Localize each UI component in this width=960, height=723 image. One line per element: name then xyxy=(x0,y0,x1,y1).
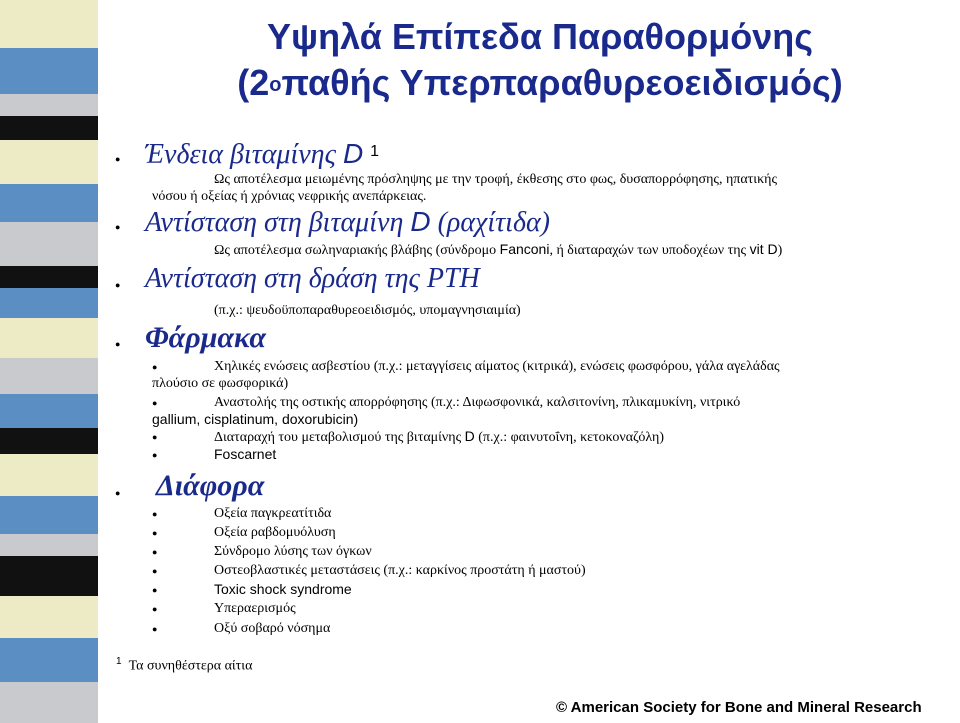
other-item: Toxic shock syndrome xyxy=(214,581,352,597)
sub-bullet-dot: ● xyxy=(152,624,158,634)
other-item: Υπεραερισμός xyxy=(214,601,296,616)
other-item: Σύνδρομο λύσης των όγκων xyxy=(214,544,372,559)
drugs-item-2: Αναστολής της οστικής απορρόφησης (π.χ.: Διφωσφονικά, καλσιτονίνη, πλικαμυκίνη, νιτρικό gallium, cisplatinum, doxorubicin) xyxy=(152,395,741,427)
sub-bullet-dot: ● xyxy=(152,528,158,538)
sub-bullet-dot: ● xyxy=(152,450,158,460)
bullet-dot: ● xyxy=(115,222,121,232)
other-item: Οξεία ραβδομυόλυση xyxy=(214,525,336,540)
sub-bullet-dot: ● xyxy=(152,398,158,408)
section-vitd-deficiency-detail: Ως αποτέλεσμα μειωμένης πρόσληψης με την τροφή, έκθεσης στο φως, δυσαπορρόφησης, ηπατικής νόσου ή οξείας ή χρόνιας νεφρικής ανεπάρκειας. xyxy=(152,172,777,204)
sub-bullet-dot: ● xyxy=(152,566,158,576)
sub-bullet-dot: ● xyxy=(152,547,158,557)
section-vitd-resistance-detail: Ως αποτέλεσμα σωληναριακής βλάβης (σύνδρομο Fanconi, ή διαταραχών των υποδοχέων της vit D) xyxy=(214,241,783,258)
sub-bullet-dot: ● xyxy=(152,362,158,372)
slide-title xyxy=(160,14,920,106)
bullet-dot: ● xyxy=(115,280,121,290)
section-other-heading: Διάφορα xyxy=(156,469,265,502)
footnote: $^1$ Τα συνηθέστερα αίτια xyxy=(116,656,253,674)
drugs-item-3: Διαταραχή του μεταβολισμού της βιταμίνης D (π.χ.: φαινυτοΐνη, κετοκοναζόλη) xyxy=(214,428,664,445)
section-drugs-heading: Φάρμακα xyxy=(145,321,266,354)
title-line-1: Υψηλά Επίπεδα Παραθορμόνης xyxy=(266,16,814,57)
section-pth-resistance-heading: Αντίσταση στη δράση της PTH xyxy=(145,263,480,294)
bullet-dot: ● xyxy=(115,154,121,164)
other-item: Οστεοβλαστικές μεταστάσεις (π.χ.: καρκίνος προστάτη ή μαστού) xyxy=(214,563,586,578)
title-line-2: ($2^o\pi\alpha\theta ή\varsigma$ Υπερπαραθυρεοειδισμός) xyxy=(237,62,843,103)
drugs-item-1: Χηλικές ενώσεις ασβεστίου (π.χ.: μεταγγίσεις αίματος (κιτρικά), ενώσεις φωσφόρου, γάλα αγελάδας πλούσιο σε φωσφορικά) xyxy=(152,359,780,391)
bullet-dot: ● xyxy=(115,339,121,349)
drugs-item-4: Foscarnet xyxy=(214,446,277,462)
sub-bullet-dot: ● xyxy=(152,509,158,519)
sub-bullet-dot: ● xyxy=(152,432,158,442)
section-vitd-deficiency-heading: Ένδεια βιταμίνης D $^1$ xyxy=(145,138,380,170)
sub-bullet-dot: ● xyxy=(152,604,158,614)
bullet-dot: ● xyxy=(115,488,121,498)
section-pth-resistance-detail: (π.χ.: ψευδοϋποπαραθυρεοειδισμός, υπομαγνησιαιμία) xyxy=(214,303,521,318)
decorative-stripe xyxy=(0,0,98,723)
other-item: Οξεία παγκρεατίτιδα xyxy=(214,506,332,521)
sub-bullet-dot: ● xyxy=(152,585,158,595)
section-vitd-resistance-heading: Αντίσταση στη βιταμίνη D (ραχίτιδα) xyxy=(145,206,550,238)
copyright-notice: © American Society for Bone and Mineral Research xyxy=(556,699,922,716)
other-item: Οξύ σοβαρό νόσημα xyxy=(214,621,331,636)
